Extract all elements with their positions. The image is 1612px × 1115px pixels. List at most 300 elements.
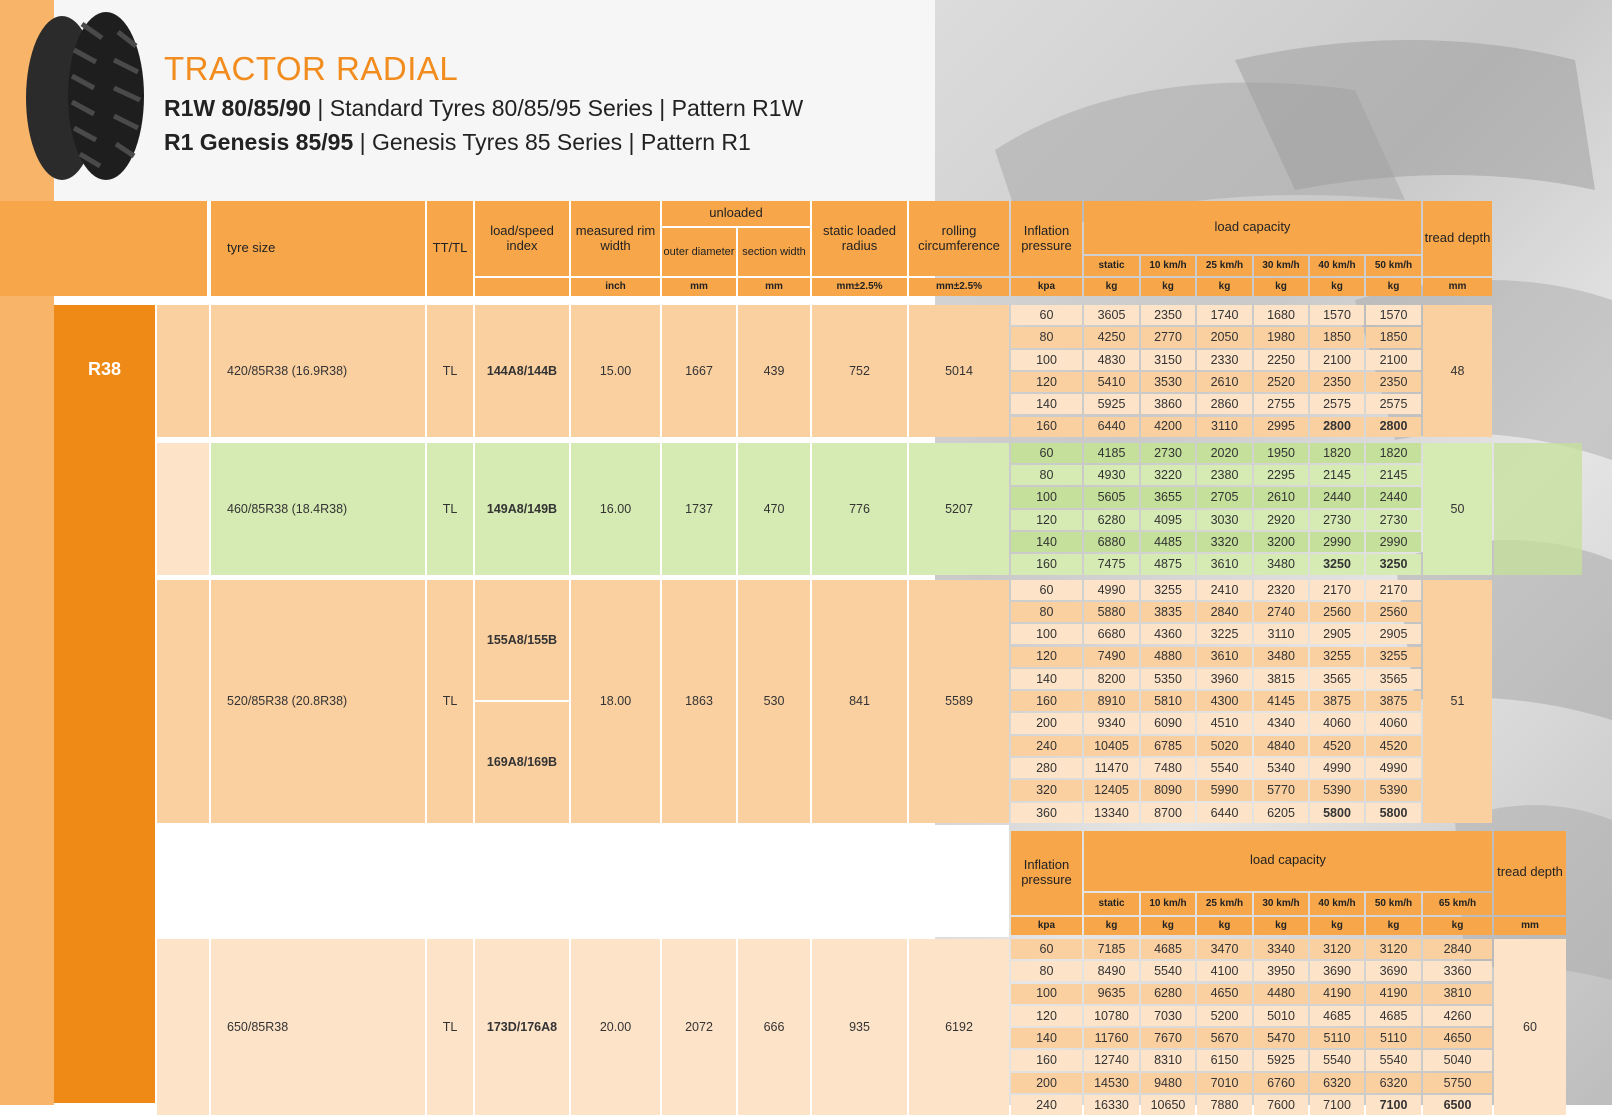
tyre-3-load-1-4: 3950 [1254,961,1308,981]
tyre-2-load-4-1: 8200 [1084,669,1139,689]
tyre-2-load-0-3: 2410 [1197,580,1252,600]
tyre-0-load-4-5: 2575 [1310,394,1364,414]
tyre-3-load-0-1: 7185 [1084,939,1139,959]
tyre-1-load-3-1: 6280 [1084,510,1139,530]
tyre-2-load-9-4: 5770 [1254,780,1308,800]
tyre-2-load-7-6: 4520 [1366,736,1421,756]
tyre-3-kpa-1: 80 [1011,961,1082,981]
tyre-2-kpa-5: 160 [1011,691,1082,711]
tyre-2-tread: 51 [1423,580,1492,823]
tyre-1-load-0-1: 4185 [1084,443,1139,463]
tyre-2-load-10-1: 13340 [1084,803,1139,823]
tyre-2-kpa-3: 120 [1011,647,1082,667]
blank-header-space [157,825,1009,937]
tyre-3-load-6-3: 7010 [1197,1073,1252,1093]
header2-load-capacity: load capacity [1084,831,1492,891]
tyre-1-load-1-4: 2295 [1254,465,1308,485]
tyre-0-rim: 15.00 [571,305,660,437]
tyre-2-load-1-6: 2560 [1366,602,1421,622]
tyre-2-load-6-2: 6090 [1141,713,1195,733]
tyre-3-load-3-2: 7030 [1141,1006,1195,1026]
tyre-3-load-5-1: 12740 [1084,1050,1139,1070]
tyre-3-load-5-6: 5540 [1366,1050,1421,1070]
tyre-3-load-6-2: 9480 [1141,1073,1195,1093]
tyre-3-load-7-5: 7100 [1310,1095,1364,1115]
header-tt-tl: TT/TL [427,201,473,296]
subtitle-2-bold: R1 Genesis 85/95 [164,129,354,155]
tyre-0-load-1-5: 1850 [1310,327,1364,347]
header-unloaded: unloaded [662,201,810,226]
header-speed-0: static [1084,256,1139,276]
subtitle-line-1 [164,95,803,122]
unit-kg-2: kg [1197,278,1252,296]
tyre-2-load-8-3: 5540 [1197,758,1252,778]
tyre-0-load-2-3: 2330 [1197,350,1252,370]
tyre-2-load-6-1: 9340 [1084,713,1139,733]
tyre-0-load-2-1: 4830 [1084,350,1139,370]
tyre-0-load-5-3: 3110 [1197,417,1252,437]
tyre-2-load-3-4: 3480 [1254,647,1308,667]
tyre-3-kpa-6: 200 [1011,1073,1082,1093]
tyre-2-spacer [157,580,209,823]
tyre-0-kpa-0: 60 [1011,305,1082,325]
tyre-0-slr: 752 [812,305,907,437]
tyre-1-load-5-3: 3610 [1197,554,1252,574]
unit-od: mm [662,278,736,296]
tyre-2-load-10-3: 6440 [1197,803,1252,823]
tyre-0-load-1-6: 1850 [1366,327,1421,347]
tyre-2-load-4-2: 5350 [1141,669,1195,689]
tyre-2-load-0-5: 2170 [1310,580,1364,600]
tyre-0-load-0-1: 3605 [1084,305,1139,325]
tyre-3-load-1-3: 4100 [1197,961,1252,981]
tyre-2-kpa-7: 240 [1011,736,1082,756]
tyre-3-load-5-7: 5040 [1423,1050,1492,1070]
header2-speed-1: 10 km/h [1141,893,1195,915]
tyre-0-kpa-3: 120 [1011,372,1082,392]
tyre-3-load-5-2: 8310 [1141,1050,1195,1070]
unit-rim: inch [571,278,660,296]
tyre-3-load-0-2: 4685 [1141,939,1195,959]
unit2-kg-4: kg [1310,917,1364,935]
tyre-2-kpa-4: 140 [1011,669,1082,689]
tyre-2-kpa-6: 200 [1011,713,1082,733]
tyre-3-kpa-0: 60 [1011,939,1082,959]
tyre-2-load-8-1: 11470 [1084,758,1139,778]
tyre-3-load-4-6: 5110 [1366,1028,1421,1048]
tyre-3-rc: 6192 [909,939,1009,1115]
header2-speed-6: 65 km/h [1423,893,1492,915]
unit2-kg-3: kg [1254,917,1308,935]
unit2-kg-2: kg [1197,917,1252,935]
unit-kg-4: kg [1310,278,1364,296]
tyre-3-load-2-3: 4650 [1197,984,1252,1004]
tyre-3-load-6-7: 5750 [1423,1073,1492,1093]
unit-kpa: kpa [1011,278,1082,296]
tyre-2-load-5-6: 3875 [1366,691,1421,711]
tyre-2-load-2-6: 2905 [1366,624,1421,644]
tyre-3-load-0-5: 3120 [1310,939,1364,959]
tyre-0-load-3-2: 3530 [1141,372,1195,392]
tyre-0-tread: 48 [1423,305,1492,437]
tyre-1-load-5-4: 3480 [1254,554,1308,574]
tyre-3-rim: 20.00 [571,939,660,1115]
tyre-3-load-1-5: 3690 [1310,961,1364,981]
tyre-2-load-0-4: 2320 [1254,580,1308,600]
header2-tread-depth: tread depth [1494,831,1566,915]
tyre-2-od: 1863 [662,580,736,823]
unit2-kg-5: kg [1366,917,1421,935]
tyre-3-load-2-7: 3810 [1423,984,1492,1004]
tyre-1-load-4-4: 3200 [1254,532,1308,552]
tyre-0-spacer [157,305,209,437]
tyre-3-load-7-7: 6500 [1423,1095,1492,1115]
tyre-3-load-1-7: 3360 [1423,961,1492,981]
tyre-1-load-3-2: 4095 [1141,510,1195,530]
tyre-2-rc: 5589 [909,580,1009,823]
tyre-2-index-b: 169A8/169B [475,702,569,823]
tyre-1-load-2-1: 5605 [1084,487,1139,507]
tyre-2-load-2-3: 3225 [1197,624,1252,644]
highlight-extension [1494,443,1582,575]
tyre-1-load-0-4: 1950 [1254,443,1308,463]
tyre-2-load-7-4: 4840 [1254,736,1308,756]
tyre-2-load-10-4: 6205 [1254,803,1308,823]
tyre-2-load-2-4: 3110 [1254,624,1308,644]
tyre-0-load-2-2: 3150 [1141,350,1195,370]
tyre-2-sw: 530 [738,580,810,823]
tyre-3-load-3-3: 5200 [1197,1006,1252,1026]
tyre-3-load-7-4: 7600 [1254,1095,1308,1115]
tyre-0-size: 420/85R38 (16.9R38) [211,305,425,437]
unit2-kg-6: kg [1423,917,1492,935]
tyre-2-load-0-1: 4990 [1084,580,1139,600]
tyre-2-load-10-5: 5800 [1310,803,1364,823]
tyre-3-load-4-3: 5670 [1197,1028,1252,1048]
tyre-1-load-4-6: 2990 [1366,532,1421,552]
tyre-1-rc: 5207 [909,443,1009,575]
tyre-2-kpa-8: 280 [1011,758,1082,778]
tyre-3-load-1-2: 5540 [1141,961,1195,981]
tyre-0-tt: TL [427,305,473,437]
tyre-2-load-8-4: 5340 [1254,758,1308,778]
tyre-2-index-a: 155A8/155B [475,580,569,701]
tyre-3-spacer [157,939,209,1115]
tyre-2-kpa-9: 320 [1011,780,1082,800]
tyre-0-sw: 439 [738,305,810,437]
page-title: TRACTOR RADIAL [164,50,459,87]
tyre-3-kpa-2: 100 [1011,984,1082,1004]
tyre-2-load-4-3: 3960 [1197,669,1252,689]
tyre-2-kpa-0: 60 [1011,580,1082,600]
tyre-1-load-1-1: 4930 [1084,465,1139,485]
tyre-0-load-3-1: 5410 [1084,372,1139,392]
header-speed-2: 25 km/h [1197,256,1252,276]
tyre-0-load-3-5: 2350 [1310,372,1364,392]
subtitle-2-rest: | Genesis Tyres 85 Series | Pattern R1 [353,129,751,155]
tyre-0-od: 1667 [662,305,736,437]
tyre-1-load-4-5: 2990 [1310,532,1364,552]
tyre-3-kpa-4: 140 [1011,1028,1082,1048]
tyre-2-load-8-2: 7480 [1141,758,1195,778]
tyre-1-load-3-6: 2730 [1366,510,1421,530]
unit2-kg-1: kg [1141,917,1195,935]
tyre-0-kpa-4: 140 [1011,394,1082,414]
tyre-2-load-9-3: 5990 [1197,780,1252,800]
tyre-1-tt: TL [427,443,473,575]
unit-kg-5: kg [1366,278,1421,296]
tyre-1-load-3-3: 3030 [1197,510,1252,530]
tyre-3-load-0-3: 3470 [1197,939,1252,959]
tyre-3-load-7-3: 7880 [1197,1095,1252,1115]
tyre-2-load-7-2: 6785 [1141,736,1195,756]
tyre-3-size: 650/85R38 [211,939,425,1115]
header2-inflation-pressure: Inflation pressure [1011,831,1082,915]
tyre-2-load-3-1: 7490 [1084,647,1139,667]
tyre-1-load-2-6: 2440 [1366,487,1421,507]
header-static-loaded-radius: static loaded radius [812,201,907,276]
unit2-kg-0: kg [1084,917,1139,935]
tyre-1-kpa-1: 80 [1011,465,1082,485]
tyre-0-load-2-4: 2250 [1254,350,1308,370]
tyre-1-spacer [157,443,209,575]
tyre-1-load-1-2: 3220 [1141,465,1195,485]
tyre-0-load-3-3: 2610 [1197,372,1252,392]
unit-sw: mm [738,278,810,296]
tyre-1-load-0-5: 1820 [1310,443,1364,463]
header-outer-diameter: outer diameter [662,228,736,276]
header-speed-1: 10 km/h [1141,256,1195,276]
tyre-2-load-2-1: 6680 [1084,624,1139,644]
tyre-3-load-2-1: 9635 [1084,984,1139,1004]
tyre-1-slr: 776 [812,443,907,575]
tyre-3-index: 173D/176A8 [475,939,569,1115]
tyre-2-load-4-6: 3565 [1366,669,1421,689]
tyre-1-load-0-6: 1820 [1366,443,1421,463]
tyre-3-load-2-5: 4190 [1310,984,1364,1004]
tyre-2-load-3-2: 4880 [1141,647,1195,667]
tyre-2-load-9-6: 5390 [1366,780,1421,800]
unit-load-speed [475,278,569,296]
tyre-1-load-1-3: 2380 [1197,465,1252,485]
tyre-3-load-5-4: 5925 [1254,1050,1308,1070]
tyre-3-tt: TL [427,939,473,1115]
tyre-2-tt: TL [427,580,473,823]
unit-slr: mm±2.5% [812,278,907,296]
header-measured-rim: measured rim width [571,201,660,276]
tyre-2-load-9-5: 5390 [1310,780,1364,800]
tyre-1-load-5-5: 3250 [1310,554,1364,574]
tyre-0-load-0-5: 1570 [1310,305,1364,325]
tyre-0-load-5-2: 4200 [1141,417,1195,437]
tyre-3-load-5-5: 5540 [1310,1050,1364,1070]
unit-tread: mm [1423,278,1492,296]
tyre-1-load-4-1: 6880 [1084,532,1139,552]
tyre-0-load-4-3: 2860 [1197,394,1252,414]
tyre-3-load-4-1: 11760 [1084,1028,1139,1048]
unit-kg-0: kg [1084,278,1139,296]
tyre-image-icon [22,10,146,184]
tyre-3-load-3-4: 5010 [1254,1006,1308,1026]
unit-rc: mm±2.5% [909,278,1009,296]
tyre-3-load-4-5: 5110 [1310,1028,1364,1048]
tyre-2-load-4-5: 3565 [1310,669,1364,689]
tyre-2-load-2-2: 4360 [1141,624,1195,644]
tyre-1-load-4-3: 3320 [1197,532,1252,552]
tyre-1-load-2-2: 3655 [1141,487,1195,507]
header2-speed-5: 50 km/h [1366,893,1421,915]
tyre-1-load-5-2: 4875 [1141,554,1195,574]
tyre-2-load-5-2: 5810 [1141,691,1195,711]
tyre-2-size: 520/85R38 (20.8R38) [211,580,425,823]
tyre-2-load-10-6: 5800 [1366,803,1421,823]
tyre-3-load-2-2: 6280 [1141,984,1195,1004]
tyre-3-kpa-5: 160 [1011,1050,1082,1070]
rim-group-label: R38 [87,358,122,379]
tyre-0-load-3-4: 2520 [1254,372,1308,392]
tyre-3-load-7-1: 16330 [1084,1095,1139,1115]
header-speed-3: 30 km/h [1254,256,1308,276]
tyre-2-kpa-10: 360 [1011,803,1082,823]
tyre-2-load-4-4: 3815 [1254,669,1308,689]
tyre-2-load-1-1: 5880 [1084,602,1139,622]
tyre-2-kpa-1: 80 [1011,602,1082,622]
tyre-0-kpa-1: 80 [1011,327,1082,347]
tyre-2-load-5-3: 4300 [1197,691,1252,711]
tyre-2-load-7-3: 5020 [1197,736,1252,756]
tyre-2-load-6-6: 4060 [1366,713,1421,733]
tyre-0-load-5-5: 2800 [1310,417,1364,437]
tyre-0-load-4-6: 2575 [1366,394,1421,414]
tyre-3-load-3-6: 4685 [1366,1006,1421,1026]
tyre-2-load-3-5: 3255 [1310,647,1364,667]
tyre-0-rc: 5014 [909,305,1009,437]
tyre-1-kpa-4: 140 [1011,532,1082,552]
subtitle-1-bold: R1W 80/85/90 [164,95,312,121]
tyre-3-load-1-1: 8490 [1084,961,1139,981]
unit-kg-1: kg [1141,278,1195,296]
tyre-2-load-10-2: 8700 [1141,803,1195,823]
tyre-1-sw: 470 [738,443,810,575]
tyre-0-kpa-5: 160 [1011,417,1082,437]
tyre-2-load-6-4: 4340 [1254,713,1308,733]
tyre-0-kpa-2: 100 [1011,350,1082,370]
tyre-0-load-1-2: 2770 [1141,327,1195,347]
tyre-0-load-1-4: 1980 [1254,327,1308,347]
tyre-2-load-8-5: 4990 [1310,758,1364,778]
tyre-3-load-6-4: 6760 [1254,1073,1308,1093]
tyre-2-load-2-5: 2905 [1310,624,1364,644]
header-inflation-pressure: Inflation pressure [1011,201,1082,276]
tyre-2-load-5-1: 8910 [1084,691,1139,711]
tyre-1-load-2-5: 2440 [1310,487,1364,507]
tyre-0-load-1-1: 4250 [1084,327,1139,347]
tyre-1-od: 1737 [662,443,736,575]
header2-speed-4: 40 km/h [1310,893,1364,915]
tyre-2-load-7-1: 10405 [1084,736,1139,756]
tyre-2-load-6-3: 4510 [1197,713,1252,733]
tyre-2-load-5-4: 4145 [1254,691,1308,711]
tyre-2-load-3-6: 3255 [1366,647,1421,667]
subtitle-1-rest: | Standard Tyres 80/85/95 Series | Pattern R1W [311,95,804,121]
tyre-1-load-1-5: 2145 [1310,465,1364,485]
tyre-2-load-1-2: 3835 [1141,602,1195,622]
tyre-1-kpa-3: 120 [1011,510,1082,530]
tyre-1-load-5-6: 3250 [1366,554,1421,574]
tyre-0-load-0-4: 1680 [1254,305,1308,325]
tyre-1-load-0-2: 2730 [1141,443,1195,463]
tyre-3-load-3-1: 10780 [1084,1006,1139,1026]
tyre-2-load-0-6: 2170 [1366,580,1421,600]
tyre-3-tread: 60 [1494,939,1566,1115]
tyre-3-sw: 666 [738,939,810,1115]
tyre-0-load-3-6: 2350 [1366,372,1421,392]
header2-speed-3: 30 km/h [1254,893,1308,915]
tyre-3-load-3-5: 4685 [1310,1006,1364,1026]
tyre-1-tread: 50 [1423,443,1492,575]
tyre-1-load-2-3: 2705 [1197,487,1252,507]
tyre-1-load-1-6: 2145 [1366,465,1421,485]
tyre-2-load-1-3: 2840 [1197,602,1252,622]
tyre-3-load-6-1: 14530 [1084,1073,1139,1093]
tyre-3-load-4-2: 7670 [1141,1028,1195,1048]
tyre-2-rim: 18.00 [571,580,660,823]
tyre-2-load-1-5: 2560 [1310,602,1364,622]
tyre-3-load-1-6: 3690 [1366,961,1421,981]
tyre-3-kpa-7: 240 [1011,1095,1082,1115]
tyre-0-load-0-3: 1740 [1197,305,1252,325]
header-tread-depth: tread depth [1423,201,1492,276]
tyre-3-load-2-6: 4190 [1366,984,1421,1004]
tyre-1-index: 149A8/149B [475,443,569,575]
tyre-0-load-0-2: 2350 [1141,305,1195,325]
tyre-2-slr: 841 [812,580,907,823]
subtitle-line-2 [164,129,751,156]
tyre-3-load-3-7: 4260 [1423,1006,1492,1026]
tyre-2-load-5-5: 3875 [1310,691,1364,711]
tyre-3-load-4-7: 4650 [1423,1028,1492,1048]
tyre-0-load-5-6: 2800 [1366,417,1421,437]
tyre-1-kpa-5: 160 [1011,554,1082,574]
tyre-0-index: 144A8/144B [475,305,569,437]
tyre-0-load-0-6: 1570 [1366,305,1421,325]
header-tyre-size: tyre size [211,201,425,296]
tyre-0-load-2-5: 2100 [1310,350,1364,370]
tyre-3-load-0-4: 3340 [1254,939,1308,959]
tyre-0-load-5-1: 6440 [1084,417,1139,437]
tyre-1-size: 460/85R38 (18.4R38) [211,443,425,575]
tyre-2-load-3-3: 3610 [1197,647,1252,667]
tyre-0-load-4-2: 3860 [1141,394,1195,414]
header-speed-5: 50 km/h [1366,256,1421,276]
tyre-0-load-4-4: 2755 [1254,394,1308,414]
tyre-0-load-5-4: 2995 [1254,417,1308,437]
tyre-2-load-9-2: 8090 [1141,780,1195,800]
tyre-3-load-6-5: 6320 [1310,1073,1364,1093]
header-corner-block [0,201,207,296]
tyre-3-load-5-3: 6150 [1197,1050,1252,1070]
tyre-0-load-4-1: 5925 [1084,394,1139,414]
tyre-3-load-7-2: 10650 [1141,1095,1195,1115]
tyre-2-load-0-2: 3255 [1141,580,1195,600]
tyre-1-load-3-4: 2920 [1254,510,1308,530]
tyre-1-kpa-0: 60 [1011,443,1082,463]
tyre-2-kpa-2: 100 [1011,624,1082,644]
header-load-capacity: load capacity [1084,201,1421,254]
header-rolling-circumference: rolling circumference [909,201,1009,276]
header-speed-4: 40 km/h [1310,256,1364,276]
tyre-2-load-1-4: 2740 [1254,602,1308,622]
